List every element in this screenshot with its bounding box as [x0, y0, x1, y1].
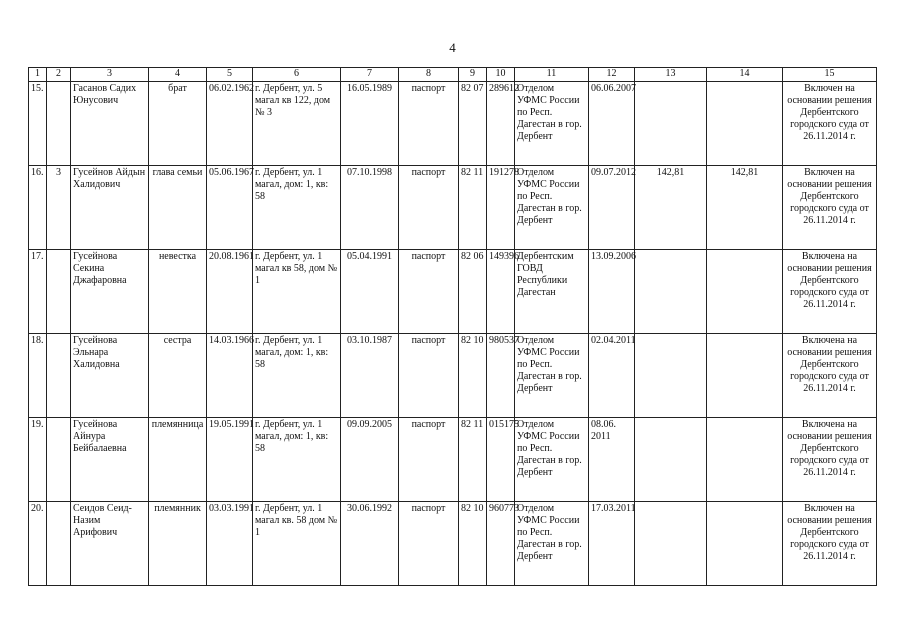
cell-col-14	[707, 82, 783, 166]
column-header-9: 9	[459, 68, 487, 82]
table-body	[29, 82, 877, 586]
cell-col-14	[707, 334, 783, 418]
cell-col-2	[47, 82, 71, 166]
cell-col-5: 14.03.1966	[207, 334, 253, 418]
cell-col-4: племянник	[149, 502, 207, 586]
cell-col-6: г. Дербент, ул. 1 магал, дом: 1, кв: 58	[253, 166, 341, 250]
cell-col-1: 15.	[29, 82, 47, 166]
cell-col-2	[47, 418, 71, 502]
cell-col-5: 06.02.1962	[207, 82, 253, 166]
cell-col-9: 82 11	[459, 166, 487, 250]
cell-col-7: 07.10.1998	[341, 166, 399, 250]
table-row	[29, 334, 877, 418]
cell-col-9: 82 11	[459, 418, 487, 502]
column-header-11: 11	[515, 68, 589, 82]
cell-col-5: 05.06.1967	[207, 166, 253, 250]
cell-col-11: Дербентским ГОВД Республики Дагестан	[515, 250, 589, 334]
column-header-2: 2	[47, 68, 71, 82]
cell-col-4: глава семьи	[149, 166, 207, 250]
column-header-13: 13	[635, 68, 707, 82]
cell-col-6: г. Дербент, ул. 1 магал, дом: 1, кв: 58	[253, 334, 341, 418]
cell-col-10: 191278	[487, 166, 515, 250]
cell-col-15: Включен на основании решения Дербентского городского суда от 26.11.2014 г.	[783, 166, 877, 250]
cell-col-8: паспорт	[399, 82, 459, 166]
cell-col-5: 03.03.1991	[207, 502, 253, 586]
header-row	[29, 68, 877, 82]
cell-col-9: 82 06	[459, 250, 487, 334]
column-header-8: 8	[399, 68, 459, 82]
cell-col-3: Гусейнова Айнура Бейбалаевна	[71, 418, 149, 502]
cell-col-11: Отделом УФМС России по Респ. Дагестан в гор. Дербент	[515, 166, 589, 250]
column-header-4: 4	[149, 68, 207, 82]
cell-col-11: Отделом УФМС России по Респ. Дагестан в гор. Дербент	[515, 418, 589, 502]
cell-col-4: сестра	[149, 334, 207, 418]
table-row	[29, 502, 877, 586]
column-header-5: 5	[207, 68, 253, 82]
registry-table	[28, 67, 877, 586]
table-row	[29, 166, 877, 250]
cell-col-4: брат	[149, 82, 207, 166]
cell-col-6: г. Дербент, ул. 1 магал кв. 58 дом № 1	[253, 502, 341, 586]
column-header-7: 7	[341, 68, 399, 82]
table-row	[29, 250, 877, 334]
cell-col-12: 13.09.2006	[589, 250, 635, 334]
cell-col-13	[635, 334, 707, 418]
cell-col-10: 015175	[487, 418, 515, 502]
cell-col-12: 06.06.2007	[589, 82, 635, 166]
cell-col-14: 142,81	[707, 166, 783, 250]
cell-col-5: 20.08.1961	[207, 250, 253, 334]
cell-col-1: 20.	[29, 502, 47, 586]
cell-col-8: паспорт	[399, 502, 459, 586]
cell-col-3: Гусейнова Секина Джафаровна	[71, 250, 149, 334]
cell-col-12: 17.03.2011	[589, 502, 635, 586]
cell-col-2	[47, 250, 71, 334]
cell-col-7: 30.06.1992	[341, 502, 399, 586]
cell-col-6: г. Дербент, ул. 1 магал кв 58, дом № 1	[253, 250, 341, 334]
cell-col-6: г. Дербент, ул. 5 магал кв 122, дом № 3	[253, 82, 341, 166]
cell-col-2: 3	[47, 166, 71, 250]
column-header-6: 6	[253, 68, 341, 82]
cell-col-1: 19.	[29, 418, 47, 502]
column-header-1: 1	[29, 68, 47, 82]
page-number: 4	[449, 40, 456, 55]
cell-col-2	[47, 334, 71, 418]
cell-col-12: 08.06. 2011	[589, 418, 635, 502]
cell-col-8: паспорт	[399, 334, 459, 418]
cell-col-15: Включена на основании решения Дербентского городского суда от 26.11.2014 г.	[783, 334, 877, 418]
cell-col-3: Гусейнов Айдын Халидович	[71, 166, 149, 250]
cell-col-8: паспорт	[399, 166, 459, 250]
cell-col-7: 03.10.1987	[341, 334, 399, 418]
cell-col-15: Включена на основании решения Дербентского городского суда от 26.11.2014 г.	[783, 250, 877, 334]
table-header	[29, 68, 877, 82]
cell-col-10: 980537	[487, 334, 515, 418]
cell-col-15: Включена на основании решения Дербентского городского суда от 26.11.2014 г.	[783, 418, 877, 502]
cell-col-13	[635, 418, 707, 502]
cell-col-12: 09.07.2012	[589, 166, 635, 250]
cell-col-10: 149396	[487, 250, 515, 334]
cell-col-11: Отделом УФМС России по Респ. Дагестан в гор. Дербент	[515, 82, 589, 166]
cell-col-13	[635, 250, 707, 334]
column-header-12: 12	[589, 68, 635, 82]
column-header-14: 14	[707, 68, 783, 82]
cell-col-1: 16.	[29, 166, 47, 250]
cell-col-1: 17.	[29, 250, 47, 334]
cell-col-15: Включен на основании решения Дербентского городского суда от 26.11.2014 г.	[783, 82, 877, 166]
cell-col-14	[707, 502, 783, 586]
column-header-15: 15	[783, 68, 877, 82]
cell-col-4: невестка	[149, 250, 207, 334]
cell-col-14	[707, 250, 783, 334]
cell-col-7: 16.05.1989	[341, 82, 399, 166]
cell-col-3: Сеидов Сеид-Назим Арифович	[71, 502, 149, 586]
table-row	[29, 82, 877, 166]
cell-col-10: 960773	[487, 502, 515, 586]
table-row	[29, 418, 877, 502]
cell-col-7: 09.09.2005	[341, 418, 399, 502]
cell-col-8: паспорт	[399, 418, 459, 502]
cell-col-13	[635, 82, 707, 166]
cell-col-14	[707, 418, 783, 502]
cell-col-12: 02.04.2011	[589, 334, 635, 418]
cell-col-2	[47, 502, 71, 586]
cell-col-7: 05.04.1991	[341, 250, 399, 334]
column-header-3: 3	[71, 68, 149, 82]
cell-col-10: 289612	[487, 82, 515, 166]
column-header-10: 10	[487, 68, 515, 82]
cell-col-15: Включен на основании решения Дербентского городского суда от 26.11.2014 г.	[783, 502, 877, 586]
cell-col-9: 82 10	[459, 502, 487, 586]
cell-col-8: паспорт	[399, 250, 459, 334]
cell-col-11: Отделом УФМС России по Респ. Дагестан в гор. Дербент	[515, 502, 589, 586]
cell-col-13	[635, 502, 707, 586]
cell-col-9: 82 07	[459, 82, 487, 166]
cell-col-3: Гусейнова Эльнара Халидовна	[71, 334, 149, 418]
cell-col-5: 19.05.1991	[207, 418, 253, 502]
cell-col-3: Гасанов Садих Юнусович	[71, 82, 149, 166]
cell-col-9: 82 10	[459, 334, 487, 418]
cell-col-13: 142,81	[635, 166, 707, 250]
cell-col-4: племянница	[149, 418, 207, 502]
cell-col-6: г. Дербент, ул. 1 магал, дом: 1, кв: 58	[253, 418, 341, 502]
cell-col-11: Отделом УФМС России по Респ. Дагестан в гор. Дербент	[515, 334, 589, 418]
cell-col-1: 18.	[29, 334, 47, 418]
